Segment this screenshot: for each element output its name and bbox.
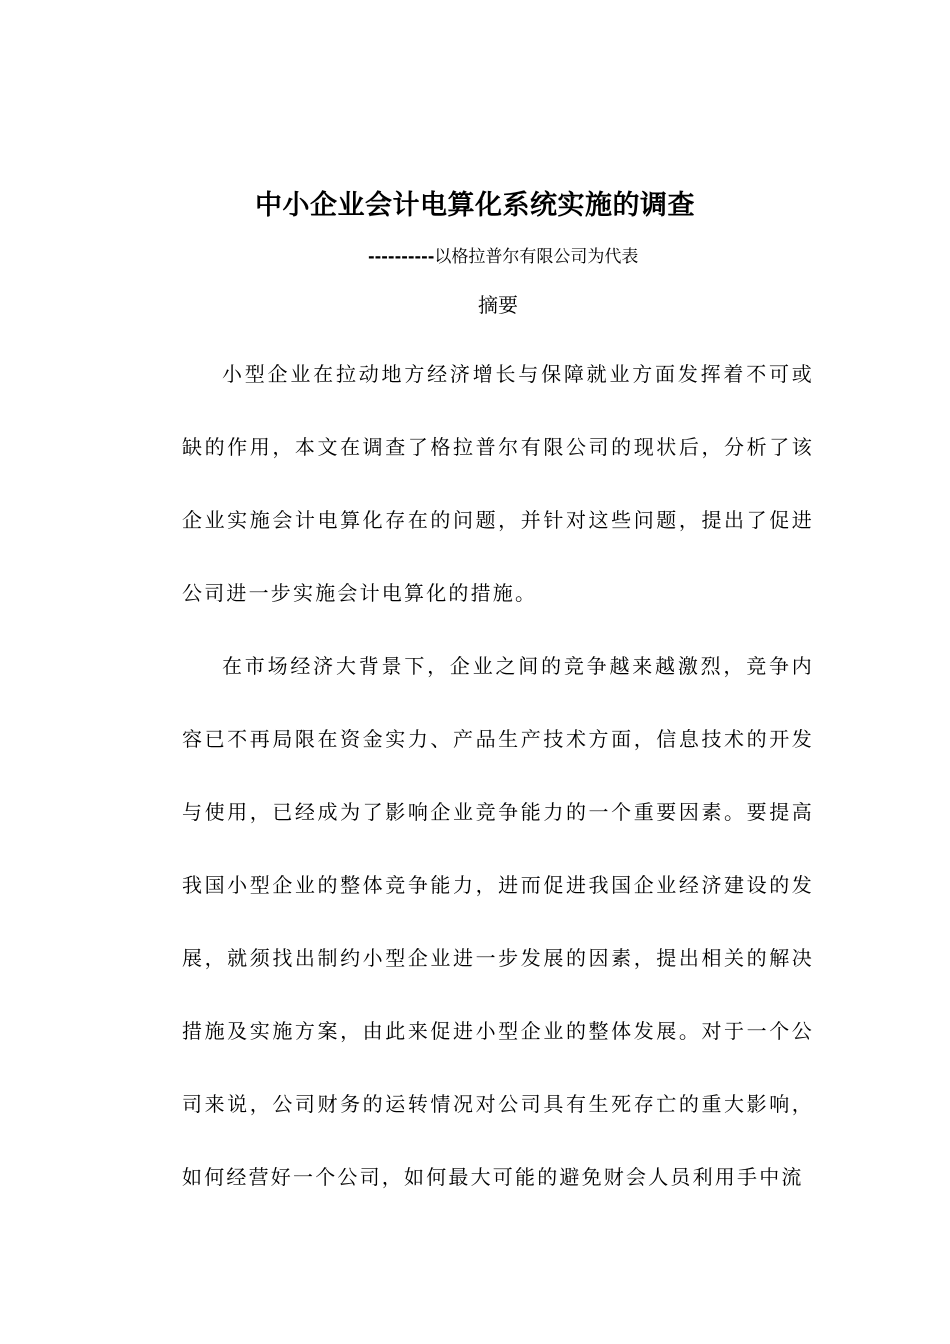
- abstract-body: [182, 338, 814, 1214]
- subtitle-dashes: ----------: [368, 247, 435, 266]
- abstract-heading: 摘要: [478, 293, 518, 317]
- document-subtitle: [368, 244, 638, 270]
- subtitle-text: 以格拉普尔有限公司为代表: [434, 247, 639, 267]
- paragraph: 小型企业在拉动地方经济增长与保障就业方面发挥着不可或缺的作用，本文在调查了格拉普尔有限公司的现状后，分析了该企业实施会计电算化存在的问题，并针对这些问题，提出了促进公司进一步实施会计电算化的措施。: [182, 362, 814, 605]
- document-title: 中小企业会计电算化系统实施的调查: [255, 190, 695, 221]
- paragraph: 在市场经济大背景下，企业之间的竞争越来越激烈，竞争内容已不再局限在资金实力、产品生产技术方面，信息技术的开发与使用，已经成为了影响企业竞争能力的一个重要因素。要提高我国小型企业的整体竞争能力，进而促进我国企业经济建设的发展，就须找出制约小型企业进一步发展的因素，提出相关的解决措施及实施方案，由此来促进小型企业的整体发展。对于一个公司来说，公司财务的运转情况对公司具有生死存亡的重大影响，如何经营好一个公司，如何最大可能的避免财会人员利用手中流: [182, 654, 814, 1189]
